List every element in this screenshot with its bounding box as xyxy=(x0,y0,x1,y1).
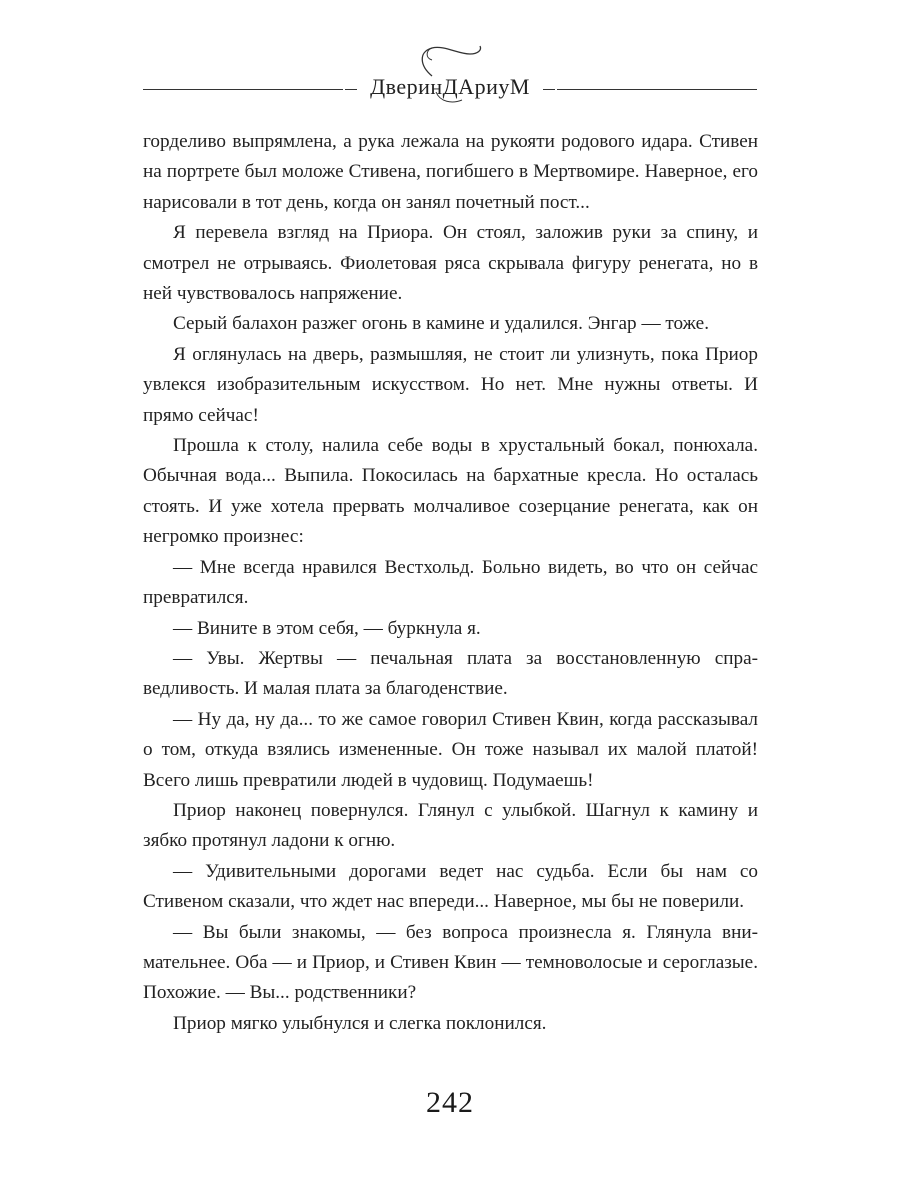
paragraph: Я перевела взгляд на Приора. Он стоял, заложив руки за спину, и смотрел не отрываясь. Фиолетовая ряса скрывала фигуру ренегата, но в ней чувствовалось напряжение. xyxy=(143,222,758,305)
running-head xyxy=(140,40,760,110)
paragraph: Приор мягко улыбнулся и слегка поклонился. xyxy=(173,1012,547,1034)
paragraph: Прошла к столу, налила себе воды в хрустальный бокал, понюхала. Обычная вода... Выпила. Покосилась на бархатные кресла. Но осталась стоять. И уже хотела прервать молчаливое созерцание ренегата, как он негромко произнес: xyxy=(143,435,758,548)
paragraph: — Вы были знакомы, — без вопроса произнесла я. Глянула внимательнее. Оба — и Приор, и Стивен Квин — темноволосые и сероглазые. Похожие. — Вы... родственники? xyxy=(143,921,758,1004)
paragraph: Приор наконец повернулся. Глянул с улыбкой. Шагнул к камину и зябко протянул ладони к огню. xyxy=(143,799,758,852)
paragraph: — Удивительными дорогами ведет нас судьба. Если бы нам со Стивеном сказали, что ждет нас впереди... Наверное, мы бы не поверили. xyxy=(143,860,758,913)
paragraph: — Ну да, ну да... то же самое говорил Стивен Квин, когда рассказывал о том, откуда взялись измененные. Он тоже называл их малой платой! Всего лишь превратили людей в чудовищ. Подумаешь! xyxy=(143,708,758,791)
page-number: 242 xyxy=(426,1086,474,1119)
page-body xyxy=(143,127,758,1039)
paragraph: — Увы. Жертвы — печальная плата за восстановленную справедливость. И малая плата за благоденствие. xyxy=(143,647,758,700)
paragraph: — Вините в этом себя, — буркнула я. xyxy=(173,617,481,639)
paragraph: — Мне всегда нравился Вестхольд. Больно видеть, во что он сейчас превратился. xyxy=(143,556,758,609)
paragraph: горделиво выпрямлена, а рука лежала на рукояти родового идара. Стивен на портрете был моложе Стивена, погибшего в Мертвомире. Наверное, его нарисовали в тот день, когда он занял почетный пост... xyxy=(143,131,758,213)
paragraph: Серый балахон разжег огонь в камине и удалился. Энгар — тоже. xyxy=(173,313,709,335)
running-title: ДверинДАриуМ xyxy=(370,74,530,99)
paragraph: Я оглянулась на дверь, размышляя, не стоит ли улизнуть, пока Приор увлекся изобразительным искусством. Но нет. Мне нужны ответы. И прямо сейчас! xyxy=(143,343,758,426)
